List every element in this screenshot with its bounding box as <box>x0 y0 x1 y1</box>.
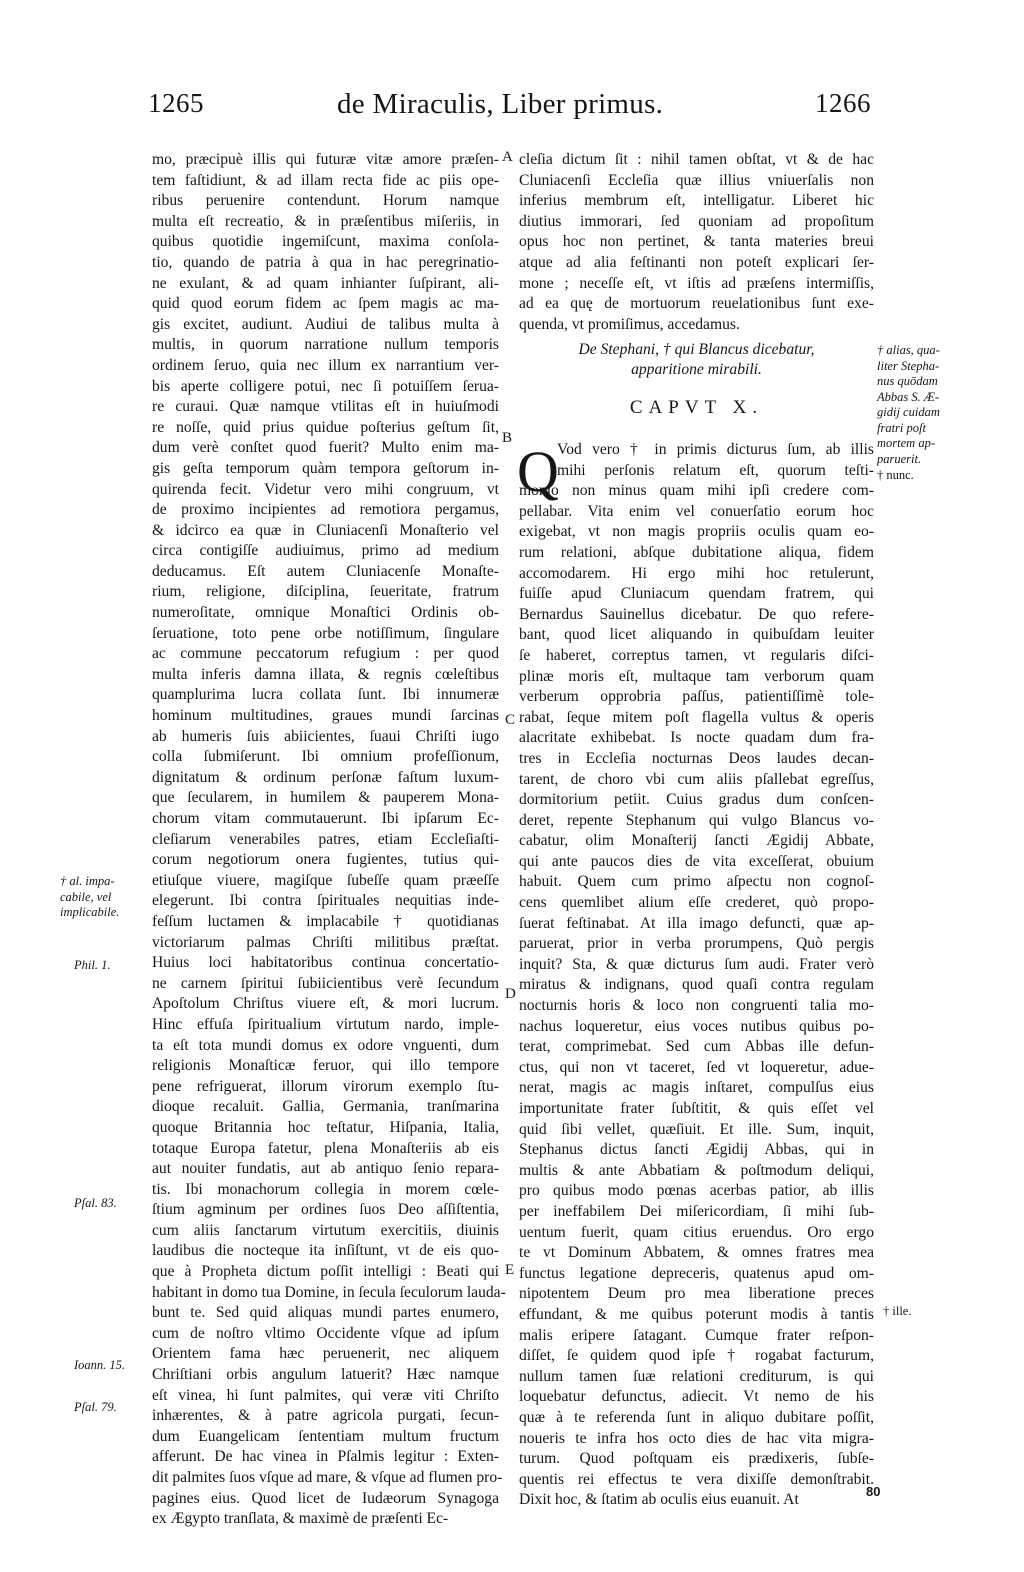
text-line: colla ſubmiſerunt. Ibi omnium profeſſionum, <box>152 748 499 766</box>
margin-note-line: implicabile. <box>60 905 120 919</box>
margin-note-line: liter Stepha- <box>877 358 940 373</box>
chapter-heading-line2: apparitione mirabili. <box>631 361 762 378</box>
text-line: corum negotiorum onera fugientes, tutius qui- <box>152 851 499 869</box>
text-line: totaque Europa fatetur, plena Monaſteriis ab eis <box>152 1139 499 1157</box>
text-line: quenda, vt promiſimus, accedamus. <box>519 315 740 333</box>
text-line: ab humeris ſuis abiicientes, ſuaui Chriſti iugo <box>152 727 499 745</box>
text-line: Cluniacenſi Eccleſia quæ illius vniuerſalis non <box>519 171 874 189</box>
text-line: inferius membrum eſt, intelligatur. Liberet hic <box>519 192 874 210</box>
text-line: numeroſitate, omnique Monaſtici Ordinis ob- <box>152 604 499 622</box>
text-line: Bernardus Sauinellus dicebatur. De quo refere- <box>519 605 874 623</box>
text-line: uentum fuerit, quam citius eruendus. Oro ergo <box>519 1223 874 1241</box>
text-line: atque ad alia feſtinanti non poteſt explicari ſer- <box>519 253 874 271</box>
text-line: etiuſque viuere, magiſque ſubeſſe quam præeſſe <box>152 871 499 889</box>
text-line: aut nouiter fundatis, aut ab antiquo ſenio repara- <box>152 1160 499 1178</box>
text-line: gis geſta temporum quàm tempora geſtorum in- <box>152 459 499 477</box>
text-line: nipotentem Deum pro mea liberatione preces <box>519 1285 874 1303</box>
right-column-body <box>519 440 874 1511</box>
margin-note-line: paruerit. <box>877 451 922 466</box>
text-line: dignitatum & ordinum perſonæ faſtum luxum- <box>152 768 499 786</box>
text-line: ordinem ſeruo, quia nec illum ex narrantium ver- <box>152 356 499 374</box>
text-line: multa eſt recreatio, & in præſentibus miſeriis, in <box>152 212 499 230</box>
text-line: habitant in domo tua Domine, in ſecula ſeculorum lauda- <box>152 1283 506 1301</box>
text-line: bunt te. Sed quid aliquas mundi partes enumero, <box>152 1304 499 1322</box>
text-line: nerat, magis ac magis inſtaret, compulſus eius <box>519 1079 874 1097</box>
text-line: inhærentes, & à patre agricola purgati, ſecun- <box>152 1407 499 1425</box>
text-line: rum relationi, abſque dubitatione aliqua, fidem <box>519 543 874 561</box>
text-line: ſtium agminum per ordines ſuos Deo aſſiſtentia, <box>152 1201 499 1219</box>
text-line: verberum opprobria paſſus, patientiſſimè tole- <box>519 688 874 706</box>
text-line: Stephanus dictus ſancti Ægidij Abbas, qui in <box>519 1141 874 1159</box>
section-letter-c: C <box>505 712 516 728</box>
text-line: dormitorium petiit. Cuius gradus dum conſcen- <box>519 791 874 809</box>
margin-note-line: fratri poſt <box>877 420 926 435</box>
left-column <box>152 150 506 1530</box>
text-line: ſuerat feſtinabat. At illa imago defuncti, quæ ap- <box>519 914 874 932</box>
text-line: exigebat, vt non magis propriis oculis quam eo- <box>519 523 874 541</box>
text-line: cens quemlibet alium eſſe crederet, quò propo- <box>519 894 874 912</box>
text-line: ta eſt tota mundi domus ex odore vnguenti, dum <box>152 1036 499 1054</box>
text-line: tio, quando de patria à qua in hac peregrinatio- <box>152 253 499 271</box>
margin-note-line: † al. impa- <box>60 874 115 888</box>
text-line: alacritate exhibebat. Is nocte quadam dum fra- <box>519 729 874 747</box>
text-line: multis, in quorum narratione nullum temporis <box>152 336 499 354</box>
text-line: ad ea quę de mortuorum reuelationibus ſunt exe- <box>519 295 874 313</box>
text-line: accomodarem. Hi ergo mihi hoc retulerunt, <box>519 564 874 582</box>
text-line: que à Propheta dictum poſſit intelligi : Beati qui <box>152 1263 499 1281</box>
text-line: paruerat, prior in verba prorumpens, Quò pergis <box>519 935 874 953</box>
text-line: mihi perſonis relatum eſt, quorum teſti- <box>557 461 874 479</box>
text-line: tres in Eccleſia nocturnas Deos laudes decan- <box>519 749 874 767</box>
text-line: quid quod eorum fidem ac ſpem magis ac ma- <box>152 295 499 313</box>
page-number-right: 1266 <box>815 88 871 118</box>
chapter-heading-line1: De Stephani, † qui Blancus dicebatur, <box>578 341 815 358</box>
text-line: quid ſibi vellet, quæſiuit. Et ille. Sum, inquit, <box>519 1120 874 1138</box>
margin-note-psal-83 <box>74 1196 154 1212</box>
margin-note-line: Pſal. 79. <box>74 1400 117 1414</box>
text-line: fuiſſe apud Cluniacum quendam fratrem, qui <box>519 585 874 603</box>
text-line: circa contigiſſe audiuimus, primo ad medium <box>152 542 499 560</box>
text-line: dum verè conſtet quod fuerit? Multo enim ma- <box>152 439 499 457</box>
margin-note-line: Ioann. 15. <box>74 1358 126 1372</box>
text-line: nachus loqueretur, eius voces nutibus quibus po- <box>519 1017 874 1035</box>
margin-note-line: gidij cuidam <box>877 405 940 419</box>
margin-note-psal-79 <box>74 1400 154 1416</box>
section-letter-b: B <box>502 430 513 446</box>
text-line: cabatur, olim Monaſterij ſancti Ægidij Abbate, <box>519 832 874 850</box>
text-line: ne carnem ſpiritui ſubiicientibus verè ſecundum <box>152 974 499 992</box>
text-line: re curaui. Quæ namque vtilitas eſt in huiuſmodi <box>152 398 499 416</box>
text-line: mone ; neceſſe eſt, vt iſtis ad præſens intermiſſis, <box>519 274 874 292</box>
text-line: pellabar. Vita enim vel conuerſatio eorum hoc <box>519 502 874 520</box>
text-line: ribus peruenire contendunt. Horum namque <box>152 192 499 210</box>
text-line: rabat, ſeque mitem poſt flagella vultus & operis <box>519 708 874 726</box>
text-line: Dixit hoc, & ſtatim ab oculis eius euanuit. At <box>519 1491 799 1509</box>
text-line: terat, comprimebat. Sed cum Abbas ille defun- <box>519 1038 874 1056</box>
text-line: quoque Britannia hoc teſtatur, Hiſpania, Italia, <box>152 1118 499 1136</box>
text-line: dum Euangelicam ſententiam multum fructum <box>152 1427 499 1445</box>
text-line: importunitate frater ſubſtitit, & quis eſſet vel <box>519 1100 874 1117</box>
text-line: quæ à te referenda ſunt in aliquo dubitare poſſit, <box>519 1408 874 1426</box>
text-line: malis eripere ſatagant. Cumque frater reſpon- <box>519 1326 874 1344</box>
text-line: qui ante paucos dies de vita exceſſerat, obuium <box>519 852 874 870</box>
text-line: opus hoc non pertinet, & tanta materies breui <box>519 233 874 251</box>
page-header <box>0 88 1024 128</box>
section-letter-a: A <box>502 149 513 165</box>
text-line: deducamus. Eſt autem Cluniacenſe Monaſte- <box>152 562 499 580</box>
text-line: Apoſtolum Chriſtus viuere eſt, & mori lucrum. <box>152 995 499 1013</box>
text-line: bant, quod licet aliquando in quibuſdam leuiter <box>519 626 874 644</box>
margin-note-ioann <box>74 1358 154 1374</box>
text-line: hominum multitudines, graues mundi ſarcinas <box>152 707 499 725</box>
text-line: loquebatur defunctus, adiecit. Vt nemo de his <box>519 1388 874 1406</box>
text-line: feſſum luctamen & implacabile † quotidianas <box>152 912 499 930</box>
text-line: victoriarum palmas Chriſti militibus præſtat. <box>152 933 499 951</box>
text-line: quibus quotidie ingemiſcunt, maxima conſola- <box>152 233 499 251</box>
text-line: eſt vinea, hi ſunt palmites, qui veræ viti Chriſto <box>152 1386 499 1404</box>
text-line: tis. Ibi monachorum collegia in morem cœle- <box>152 1180 499 1198</box>
text-line: & idcirco ea quæ in Cluniacenſi Monaſterio vel <box>152 521 499 539</box>
right-column-intro <box>519 150 874 335</box>
text-line: que ſecularem, in humilem & pauperem Mona- <box>152 789 499 807</box>
margin-note-line: cabile, vel <box>60 889 112 904</box>
text-line: cleſia dictum ſit : nihil tamen obſtat, vt & de hac <box>519 151 874 168</box>
text-line: diſſet, ſe quidem quod ipſe † rogabat facturum, <box>519 1347 874 1365</box>
text-line: rium, religione, diſciplina, ſeueritate, fratrum <box>152 583 499 601</box>
text-line: Orientem fama hæc peruenerit, nec aliquem <box>152 1345 499 1363</box>
margin-note-line: † alias, qua- <box>877 343 940 357</box>
text-line: Huius loci habitatoribus continua concertatio- <box>152 954 499 972</box>
text-line: tarent, de choro vbi cum aliis pſallebat egreſſus, <box>519 770 874 788</box>
text-line: laudibus die nocteque ita inſiſtunt, vt de eis quo- <box>152 1242 499 1260</box>
text-line: nullum tamen ſuæ relationi crediturum, is qui <box>519 1367 874 1385</box>
text-line: ctus, qui non vt taceret, ſed vt loqueretur, adue- <box>519 1058 874 1076</box>
margin-note-line: mortem ap- <box>877 436 935 450</box>
text-line: Hinc effuſa ſpiritualium virtutum nardo, imple- <box>152 1015 499 1033</box>
text-line: cleſiarum venerabiles patres, etiam Eccleſiaſti- <box>152 830 499 848</box>
text-line: re noſſe, quid prius quidue poſterius geſtum ſit, <box>152 418 499 436</box>
text-line: elegerunt. Ibi contra ſpirituales nequitias inde- <box>152 892 499 910</box>
drop-cap: Q <box>517 439 559 504</box>
text-line: mo, præcipuè illis qui futuræ vitæ amore præſen- <box>152 151 499 168</box>
text-line: nocturnis horis & loco non congruenti talia mo- <box>519 997 874 1015</box>
text-line: ex Ægypto tranſlata, & maximè de præſenti Ec- <box>152 1510 449 1528</box>
text-line: miratus & indignans, quod quaſi contra regulam <box>519 976 874 994</box>
running-title: de Miraculis, Liber primus. <box>337 88 664 120</box>
margin-note-line: nus quōdam <box>877 374 938 388</box>
text-line: Chriſtiani orbis angulum latuerit? Hæc namque <box>152 1366 499 1384</box>
text-line: pro quibus modo pœnas acerbas patior, ab illis <box>519 1182 874 1200</box>
text-line: gis excitet, audiunt. Audiui de talibus multa à <box>152 315 499 333</box>
text-line: turum. Quod poſtquam eis prædixeris, ſubſe- <box>519 1450 874 1468</box>
text-line: plinæ moris eſt, multaque tam verborum quam <box>519 667 874 685</box>
text-line: dit palmites ſuos vſque ad mare, & vſque ad flumen pro- <box>152 1469 503 1486</box>
margin-note-line: Pſal. 83. <box>74 1196 117 1210</box>
text-line: pene refriguerat, illorum virorum exemplo ſtu- <box>152 1077 499 1095</box>
text-line: pagines eius. Quod licet de Iudæorum Synagoga <box>152 1489 499 1507</box>
text-line: bis aperte colligere potui, nec ſi potuiſſem ſerua- <box>152 377 499 395</box>
margin-note-line: † nunc. <box>877 468 914 482</box>
text-line: dioque recaluit. Gallia, Germania, tranſmarina <box>152 1098 499 1116</box>
text-line: functus legatione depreceris, quatenus apud om- <box>519 1264 874 1282</box>
text-line: afferunt. De hac vinea in Pſalmis legitur : Exten- <box>152 1448 499 1466</box>
text-line: quentis rei effectus te vera dixiſſe demonſtrabit. <box>519 1470 874 1488</box>
text-line: cum de noſtro vltimo Occidente vſque ad ipſum <box>152 1324 499 1342</box>
text-line: tem faſtidiunt, & ad illam recta fide ac piis ope- <box>152 171 499 189</box>
text-line: ac commune peccatorum refugium : per quod <box>152 645 499 663</box>
text-line: ſeruatione, toto pene orbe notiſſimum, ſingulare <box>152 624 499 642</box>
margin-note-ille <box>883 1304 963 1320</box>
text-line: ſe haberet, correptus tamen, vt regularis diſci- <box>519 646 874 664</box>
text-line: cum aliis ſanctarum virtutum exercitiis, diuinis <box>152 1221 499 1239</box>
text-line: deret, repente Stephanum qui vulgo Blancus vo- <box>519 811 874 829</box>
chapter-heading <box>519 340 874 380</box>
text-line: monio non minus quam mihi ipſi credere com- <box>519 482 874 500</box>
text-line: te vt Dominum Abbatem, & omnes fratres mea <box>519 1244 874 1262</box>
text-line: Vod vero † in primis dicturus ſum, ab illis <box>557 441 874 458</box>
margin-note-phil <box>74 958 154 974</box>
text-line: diutius immorari, ſed quoniam ad propoſitum <box>519 212 874 230</box>
signature-mark: 80 <box>866 1484 881 1499</box>
section-letter-e: E <box>505 1262 515 1278</box>
text-line: religionis Monaſticæ feruor, qui illo tempore <box>152 1057 499 1075</box>
text-line: per ineffabilem Dei miſericordiam, ſi mihi ſub- <box>519 1202 874 1220</box>
margin-note-line: Phil. 1. <box>74 958 111 972</box>
text-line: noueris te infra hos octo dies de hac vita migra- <box>519 1429 874 1447</box>
margin-note-alias <box>877 343 957 467</box>
text-line: habuit. Quem cum primo aſpectu non cognoſ- <box>519 873 874 891</box>
text-line: inquit? Sta, & quæ dicturus ſum audi. Frater verò <box>519 955 874 973</box>
text-line: quirenda fecit. Videtur vero mihi congruum, vt <box>152 480 499 498</box>
text-line: multa inferis damna illata, & regnis cœleſtibus <box>152 665 499 683</box>
margin-note-impacabile <box>60 874 150 921</box>
text-line: effundant, & me quibus poterunt modis à tantis <box>519 1305 874 1323</box>
margin-note-line: † ille. <box>883 1304 912 1318</box>
text-line: chorum vitam commutauerunt. Ibi ipſarum Ec- <box>152 810 499 827</box>
text-line: quamplurima lucra collata ſunt. Ibi innumeræ <box>152 686 499 704</box>
margin-note-line: Abbas S. Æ- <box>877 389 940 404</box>
chapter-number: CAPVT X. <box>629 397 764 418</box>
margin-note-nunc <box>877 468 957 484</box>
text-line: ne exulant, & ad quam inhianter ſuſpirant, ali- <box>152 274 499 292</box>
section-letter-d: D <box>505 986 516 1002</box>
text-line: multis & ante Abbatiam & poſtmodum deliqui, <box>519 1161 874 1179</box>
page-number-left: 1265 <box>148 88 204 118</box>
text-line: de proximo incipientes ad remotiora pergamus, <box>152 501 499 519</box>
